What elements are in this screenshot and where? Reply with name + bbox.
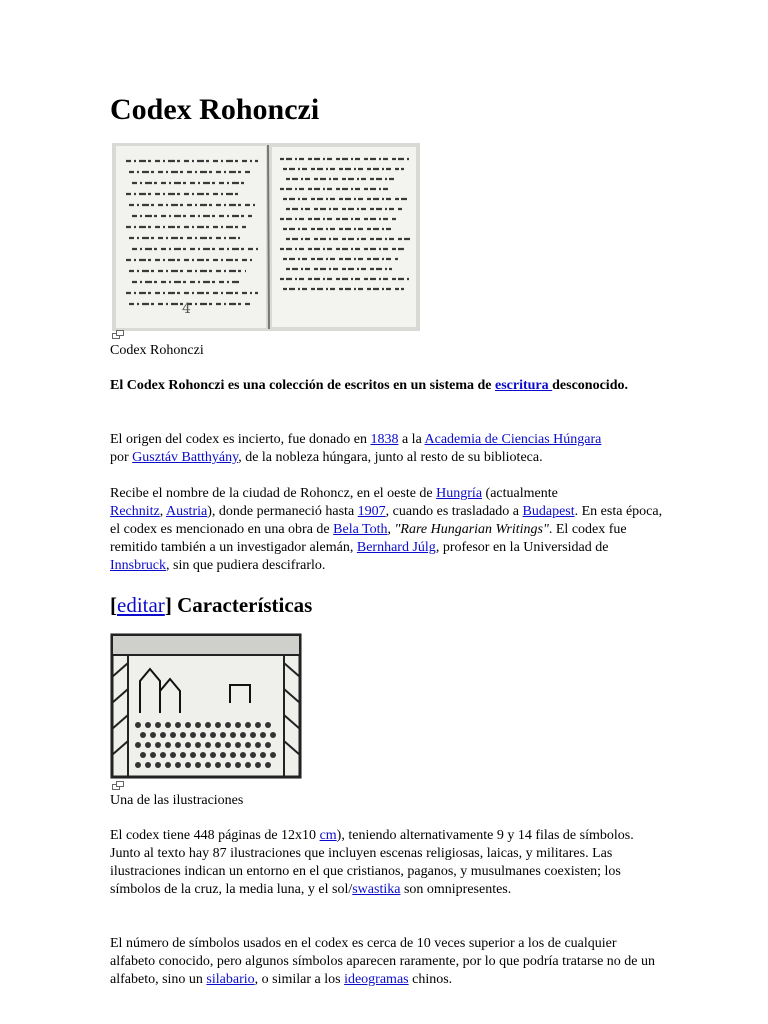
link-austria[interactable]: Austria [166, 504, 208, 519]
text: , [159, 504, 166, 519]
enlarge-icon[interactable] [112, 781, 124, 790]
crowd-figure [145, 722, 151, 728]
crowd-figure [205, 762, 211, 768]
crowd-figure [250, 732, 256, 738]
crowd-figure [165, 722, 171, 728]
crowd-figure [260, 732, 266, 738]
text: (actualmente [482, 486, 558, 501]
crowd-figure [150, 732, 156, 738]
crowd-figure [265, 762, 271, 768]
crowd-figure [165, 762, 171, 768]
crowd-figure [220, 732, 226, 738]
section-title: Características [171, 593, 313, 617]
crowd-figure [255, 722, 261, 728]
crowd-figure [140, 732, 146, 738]
crowd-figure [240, 752, 246, 758]
crowd-figure [185, 722, 191, 728]
crowd-figure [200, 732, 206, 738]
crowd-figure [175, 722, 181, 728]
text: son omnipresentes. [400, 882, 512, 897]
text: , cuando es trasladado a [385, 504, 523, 519]
crowd-figure [230, 752, 236, 758]
codex-page-image[interactable] [112, 143, 420, 331]
crowd-figure [255, 762, 261, 768]
crowd-figure [225, 762, 231, 768]
crowd-figure [135, 722, 141, 728]
text: ), donde permaneció hasta [207, 504, 358, 519]
bracket: [ [110, 593, 117, 617]
crowd-figure [270, 732, 276, 738]
bracket: ] [164, 593, 172, 617]
link-hungria[interactable]: Hungría [436, 486, 483, 501]
crowd-figure [250, 752, 256, 758]
figure-caption: Codex Rohonczi [110, 343, 204, 358]
crowd-figure [195, 742, 201, 748]
crowd-figure [150, 752, 156, 758]
link-swastika[interactable]: swastika [352, 882, 401, 897]
link-escritura[interactable]: escritura [494, 378, 553, 393]
crowd-figure [185, 762, 191, 768]
crowd-figure [160, 732, 166, 738]
crowd-figure [245, 722, 251, 728]
text: . En esta época, el codex es mencionado en una obra de [110, 504, 663, 537]
link-ideogramas[interactable]: ideogramas [344, 972, 409, 987]
crowd-figure [210, 752, 216, 758]
crowd-figure [225, 742, 231, 748]
history-paragraph [110, 485, 665, 575]
crowd-figure [255, 742, 261, 748]
crowd-figure [225, 722, 231, 728]
crowd-figure [240, 732, 246, 738]
illustration-image[interactable] [110, 633, 302, 779]
crowd-figure [265, 742, 271, 748]
crowd-figure [260, 752, 266, 758]
text: El número de símbolos usados en el codex es cerca de 10 veces superior a los de cualquier alfabeto conocido, pero algunos símbolos aparecen raramente, por lo que podría tratarse no de un alfabeto, sino un [110, 936, 656, 987]
text: , profesor en la Universidad de [435, 540, 609, 555]
link-1838[interactable]: 1838 [370, 432, 399, 447]
link-innsbruck[interactable]: Innsbruck [110, 558, 166, 573]
crowd-figure [210, 732, 216, 738]
link-academia[interactable]: Academia de Ciencias Húngara [424, 432, 602, 447]
text: . El codex fue remitido también a un investigador alemán, [110, 522, 627, 555]
crowd-figure [190, 732, 196, 738]
edit-section-link[interactable]: editar [117, 593, 165, 617]
crowd-figure [205, 722, 211, 728]
enlarge-icon[interactable] [112, 330, 124, 339]
link-rechnitz[interactable]: Rechnitz [110, 504, 160, 519]
crowd-figure [195, 722, 201, 728]
crowd-figure [185, 742, 191, 748]
crowd-figure [220, 752, 226, 758]
crowd-figure [180, 732, 186, 738]
crowd-figure [145, 762, 151, 768]
crowd-figure [135, 762, 141, 768]
intro-paragraph [110, 377, 665, 395]
symbols-paragraph [110, 935, 665, 989]
text: , [387, 522, 395, 537]
text: desconocido. [552, 378, 628, 393]
origin-paragraph [110, 431, 665, 467]
link-silabario[interactable]: silabario [206, 972, 255, 987]
text: Recibe el nombre de la ciudad de Rohoncz, en el oeste de [110, 486, 437, 501]
crowd-figure [175, 742, 181, 748]
description-paragraph [110, 827, 665, 899]
crowd-figure [165, 742, 171, 748]
crowd-figure [170, 732, 176, 738]
crowd-figure [230, 732, 236, 738]
illustration-drawing [110, 633, 302, 779]
text: El origen del codex es incierto, fue donado en [110, 432, 371, 447]
crowd-figure [245, 762, 251, 768]
text: , de la nobleza húngara, junto al resto de su biblioteca. [238, 450, 543, 465]
svg-text:4: 4 [182, 301, 191, 317]
crowd-figure [235, 742, 241, 748]
crowd-figure [270, 752, 276, 758]
crowd-figure [145, 742, 151, 748]
section-heading [110, 590, 312, 620]
link-budapest[interactable]: Budapest [522, 504, 575, 519]
crowd-figure [215, 762, 221, 768]
crowd-figure [195, 762, 201, 768]
book-title: "Rare Hungarian Writings" [394, 522, 549, 537]
text: por [110, 450, 133, 465]
link-batthyany[interactable]: Gusztáv Batthyány [132, 450, 239, 465]
link-bernhard-julg[interactable]: Bernhard Júlg [356, 540, 436, 555]
crowd-figure [175, 762, 181, 768]
text: , sin que pudiera descifrarlo. [166, 558, 326, 573]
crowd-figure [190, 752, 196, 758]
link-cm[interactable]: cm [319, 828, 337, 843]
text: chinos. [408, 972, 453, 987]
text: a la [398, 432, 425, 447]
crowd-figure [160, 752, 166, 758]
crowd-figure [180, 752, 186, 758]
link-bela-toth[interactable]: Bela Toth [333, 522, 388, 537]
text: ), teniendo alternativamente 9 y 14 filas de símbolos. Junto al texto hay 87 ilustraciones que incluyen escenas religiosas, laicas, y militares. Las ilustraciones indican un entorno en el que cristianos, paganos, y musulmanes coexisten; los símbolos de la cruz, la media luna, y el sol/ [110, 828, 634, 897]
crowd-figure [265, 722, 271, 728]
crowd-figure [155, 722, 161, 728]
text: El codex tiene 448 páginas de 12x10 [110, 828, 320, 843]
text: El Codex Rohonczi es una colección de escritos en un sistema de [110, 378, 495, 393]
codex-page-drawing [112, 143, 420, 331]
page-title: Codex Rohonczi [110, 93, 320, 126]
crowd-figure [235, 762, 241, 768]
crowd-figure [215, 742, 221, 748]
link-1907[interactable]: 1907 [357, 504, 386, 519]
figure-caption: Una de las ilustraciones [110, 793, 244, 808]
text: , o similar a los [254, 972, 345, 987]
crowd-figure [205, 742, 211, 748]
crowd-figure [200, 752, 206, 758]
crowd-figure [140, 752, 146, 758]
crowd-figure [155, 762, 161, 768]
crowd-figure [155, 742, 161, 748]
crowd-figure [215, 722, 221, 728]
crowd-figure [135, 742, 141, 748]
crowd-figure [170, 752, 176, 758]
crowd-figure [235, 722, 241, 728]
crowd-figure [245, 742, 251, 748]
